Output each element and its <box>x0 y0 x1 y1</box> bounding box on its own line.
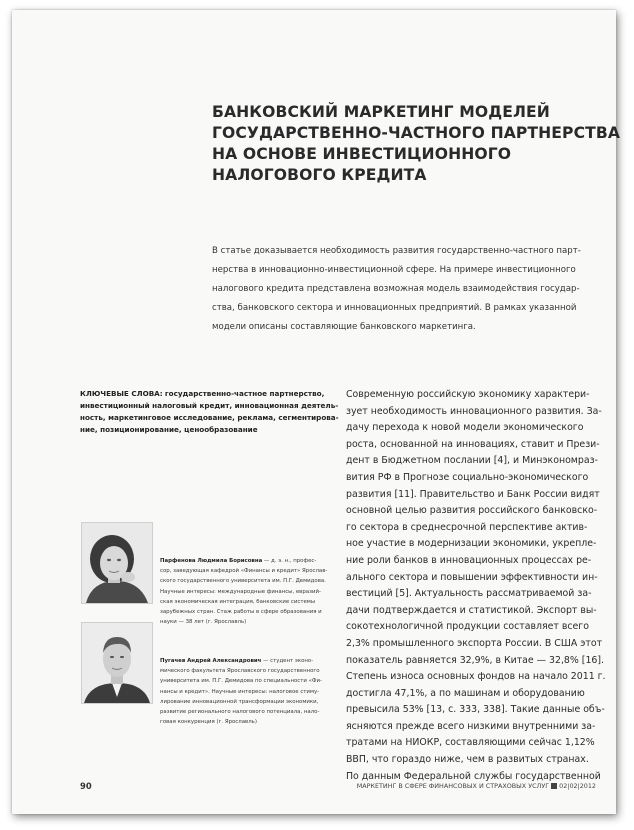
text-line: 2,3% промышленного экспорта России. В США этот <box>346 637 603 649</box>
text-line: превысила 53% [13, с. 333, 338]. Такие данные объ- <box>346 704 605 716</box>
text-line: ВВП, что гораздо ниже, чем в развитых странах. <box>346 754 589 766</box>
abstract-line: налогового кредита представлена возможная модель взаимодействия государ- <box>212 284 580 294</box>
text-line: Степень износа основных фондов на начало 2011 г. <box>346 671 606 683</box>
author-bio-pugachev <box>160 656 340 727</box>
author-bio-line: сор, заведующая кафедрой «Финансы и кредит» Ярослав- <box>160 568 328 575</box>
text-line: По данным Федеральной службы государственной <box>346 770 601 782</box>
main-text-column <box>346 387 608 785</box>
text-line: го сектора в среднесрочной перспективе актив- <box>346 521 588 533</box>
keywords-text: инвестиционный налоговый кредит, инновационная деятель- <box>80 401 339 410</box>
author-bio-line: лирование инновационной трансформации экономики, <box>160 698 319 705</box>
text-line: ального сектора и повышении эффективности ин- <box>346 571 598 583</box>
keywords-block <box>80 388 339 436</box>
author-photo-pugachev <box>81 622 153 704</box>
journal-page <box>12 10 621 814</box>
text-line: тратами на НИОКР, составляющими сейчас 1,12% <box>346 737 595 749</box>
author-photo-parfenova <box>81 522 153 604</box>
text-line: роста, основанной на инновациях, ставит и Прези- <box>346 438 600 450</box>
author-bio-parfenova <box>160 556 340 627</box>
title-line: БАНКОВСКИЙ МАРКЕТИНГ МОДЕЛЕЙ <box>212 103 550 121</box>
author-bio-line: науки — 38 лет (г. Ярославль) <box>160 619 247 626</box>
keywords-label: КЛЮЧЕВЫЕ СЛОВА: <box>80 389 163 398</box>
article-title <box>212 102 621 186</box>
author-bio-line: нансы и кредит». Научные интересы: налоговое стиму- <box>160 688 320 695</box>
text-line: достигла 47,1%, а по машинам и оборудованию <box>346 687 585 699</box>
text-line: вития РФ в Прогнозе социально-экономического <box>346 471 589 483</box>
journal-name: МАРКЕТИНГ В СФЕРЕ ФИНАНСОВЫХ И СТРАХОВЫХ УСЛУГ <box>356 782 550 790</box>
author-name: Парфенова Людмила Борисовна <box>160 558 263 564</box>
text-line: развития [11]. Правительство и Банк России видят <box>346 488 600 500</box>
author-bio-line: ская экономическая интеграция, банковские системы <box>160 598 316 605</box>
author-bio-line: ского государственного университета им. П.Г. Демидова. <box>160 578 326 585</box>
text-line: ясняются прежде всего низкими внутренними за- <box>346 720 596 732</box>
title-line: НА ОСНОВЕ ИНВЕСТИЦИОННОГО <box>212 145 512 163</box>
title-line: ГОСУДАРСТВЕННО-ЧАСТНОГО ПАРТНЕРСТВА <box>212 124 621 142</box>
title-line: НАЛОГОВОГО КРЕДИТА <box>212 166 427 184</box>
text-line: сокотехнологичной продукции составляет всего <box>346 621 589 633</box>
author-bio-line: говая конкуренция (г. Ярославль) <box>160 719 257 726</box>
text-line: ное участие в модернизации экономики, укрепле- <box>346 538 597 550</box>
page-number: 90 <box>80 781 92 791</box>
author-bio-line: мического факультета Ярославского государственного <box>160 668 320 675</box>
text-line: ние роли банков в инновационных процессах ре- <box>346 554 592 566</box>
author-bio-text: — д. э. н., профес- <box>262 558 317 564</box>
author-bio-line: развитие регионального налогового потенциала, нало- <box>160 709 320 716</box>
keywords-text: ние, позиционирование, ценообразование <box>80 425 258 434</box>
author-name: Пугачев Андрей Александрович <box>160 658 262 664</box>
abstract-line: нерства в инновационно-инвестиционной сфере. На примере инвестиционного <box>212 265 576 275</box>
author-bio-line: зарубежных стран. Стаж работы в сфере образования и <box>160 609 322 616</box>
abstract-line: ства, банковского сектора и инновационных предприятий. В рамках указанной <box>212 303 577 313</box>
keywords-text: государственно-частное партнерство, <box>164 389 325 398</box>
separator-square-icon <box>551 783 557 789</box>
keywords-text: ность, маркетинговое исследование, реклама, сегментирова- <box>80 413 339 422</box>
text-line: дачи подтверждается и статистикой. Экспорт вы- <box>346 604 597 616</box>
article-abstract <box>212 242 604 337</box>
author-bio-line: университета им. П.Г. Демидова по специальности «Фи- <box>160 678 322 685</box>
text-line: дент в Бюджетном послании [4], и Минэкономраз- <box>346 455 598 467</box>
text-line: дачу перехода к новой модели экономического <box>346 422 584 434</box>
issue-number: 02|02|2012 <box>559 782 596 790</box>
text-line: показатель равняется 32,9%, в Китае — 32,8% [16]. <box>346 654 605 666</box>
abstract-line: В статье доказывается необходимость развития государственно-частного парт- <box>212 246 581 256</box>
author-bio-text: — студент эконо- <box>261 658 314 664</box>
text-line: вестиций [5]. Актуальность рассматриваемой за- <box>346 588 592 600</box>
author-bio-line: Научные интересы: международные финансы, евразий- <box>160 588 321 595</box>
text-line: зует необходимость инновационного развития. За- <box>346 405 602 417</box>
abstract-line: модели описаны составляющие банковского маркетинга. <box>212 322 476 332</box>
text-line: основной целью развития российского банковско- <box>346 505 598 517</box>
page-footer <box>357 782 596 790</box>
text-line: Современную российскую экономику характери- <box>346 389 590 400</box>
